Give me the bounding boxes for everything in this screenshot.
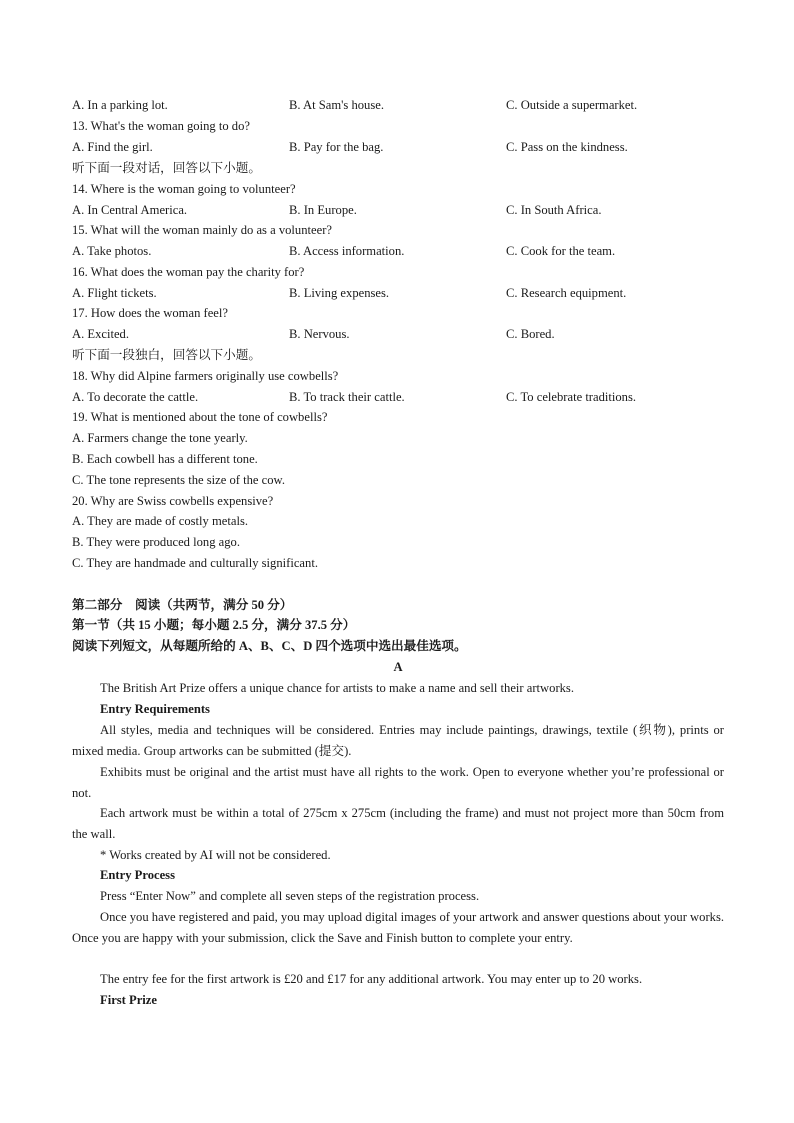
q18-options xyxy=(72,387,724,408)
option-b: B. At Sam's house. xyxy=(289,98,384,112)
option-c: C. Research equipment. xyxy=(506,286,627,300)
question-19: 19. What is mentioned about the tone of cowbells? xyxy=(72,410,328,424)
q15-options xyxy=(72,241,724,262)
option-a: A. To decorate the cattle. xyxy=(72,390,199,404)
option-b: B. In Europe. xyxy=(289,203,357,217)
reading-instruction: 阅读下列短文，从每题所给的 A、B、C、D 四个选项中选出最佳选项。 xyxy=(72,639,467,653)
paragraph-press: Press “Enter Now” and complete all seven steps of the registration process. xyxy=(100,889,480,903)
paragraph-fee: The entry fee for the first artwork is £20 and £17 for any additional artwork. You may enter up to 20 works. xyxy=(100,972,643,986)
option-a: A. Excited. xyxy=(72,327,130,341)
option-b: B. Access information. xyxy=(289,244,405,258)
option-a: A. In Central America. xyxy=(72,203,188,217)
option-c: C. Bored. xyxy=(506,327,555,341)
passage-label: A xyxy=(393,660,403,674)
option-b: B. Pay for the bag. xyxy=(289,140,384,154)
option-c: C. In South Africa. xyxy=(506,203,602,217)
paragraph-size: Each artwork must be within a total of 275cm x 275cm (including the frame) and must not project more than 50cm from the wall. xyxy=(72,806,724,841)
q12-options xyxy=(72,95,724,116)
instruction-monologue: 听下面一段独白，回答以下小题。 xyxy=(72,348,261,362)
option-c: C. Cook for the team. xyxy=(506,244,616,258)
option-b: B. To track their cattle. xyxy=(289,390,405,404)
heading-entry-process: Entry Process xyxy=(100,868,175,882)
question-13: 13. What's the woman going to do? xyxy=(72,119,250,133)
paragraph-exhibits: Exhibits must be original and the artist must have all rights to the work. Open to everyone whether you’re professional or not. xyxy=(72,765,724,800)
paragraph-ai-note: * Works created by AI will not be considered. xyxy=(100,848,331,862)
option-b: B. Living expenses. xyxy=(289,286,390,300)
option-c: C. To celebrate traditions. xyxy=(506,390,637,404)
q19-option-b: B. Each cowbell has a different tone. xyxy=(72,452,258,466)
q19-option-c: C. The tone represents the size of the cow. xyxy=(72,473,285,487)
option-a: A. Take photos. xyxy=(72,244,152,258)
option-a: A. In a parking lot. xyxy=(72,98,168,112)
paragraph-upload: Once you have registered and paid, you may upload digital images of your artwork and answer questions about your works. Once you are happy with your submission, click the Save and Finish button to complete your entry. xyxy=(72,910,724,945)
option-b: B. Nervous. xyxy=(289,327,350,341)
option-a: A. Find the girl. xyxy=(72,140,153,154)
question-15: 15. What will the woman mainly do as a volunteer? xyxy=(72,223,332,237)
heading-first-prize: First Prize xyxy=(100,993,157,1007)
paragraph-styles: All styles, media and techniques will be considered. Entries may include paintings, drawings, textile (织物), prints or mixed media. Group artworks can be submitted (提交). xyxy=(72,723,724,758)
q19-option-a: A. Farmers change the tone yearly. xyxy=(72,431,248,445)
q14-options xyxy=(72,200,724,221)
q16-options xyxy=(72,283,724,304)
question-18: 18. Why did Alpine farmers originally use cowbells? xyxy=(72,369,339,383)
heading-entry-requirements: Entry Requirements xyxy=(100,702,210,716)
passage-intro: The British Art Prize offers a unique chance for artists to make a name and sell their artworks. xyxy=(100,681,574,695)
question-14: 14. Where is the woman going to volunteer? xyxy=(72,182,296,196)
q20-option-a: A. They are made of costly metals. xyxy=(72,514,249,528)
option-a: A. Flight tickets. xyxy=(72,286,157,300)
q20-option-b: B. They were produced long ago. xyxy=(72,535,240,549)
option-c: C. Pass on the kindness. xyxy=(506,140,628,154)
q20-option-c: C. They are handmade and culturally significant. xyxy=(72,556,318,570)
question-16: 16. What does the woman pay the charity for? xyxy=(72,265,305,279)
option-c: C. Outside a supermarket. xyxy=(506,98,638,112)
question-20: 20. Why are Swiss cowbells expensive? xyxy=(72,494,274,508)
q13-options xyxy=(72,137,724,158)
section-title: 第一节（共 15 小题；每小题 2.5 分，满分 37.5 分） xyxy=(72,618,356,632)
part-title: 第二部分 阅读（共两节，满分 50 分） xyxy=(72,598,293,612)
q17-options xyxy=(72,324,724,345)
question-17: 17. How does the woman feel? xyxy=(72,306,228,320)
instruction-dialogue: 听下面一段对话，回答以下小题。 xyxy=(72,161,261,175)
